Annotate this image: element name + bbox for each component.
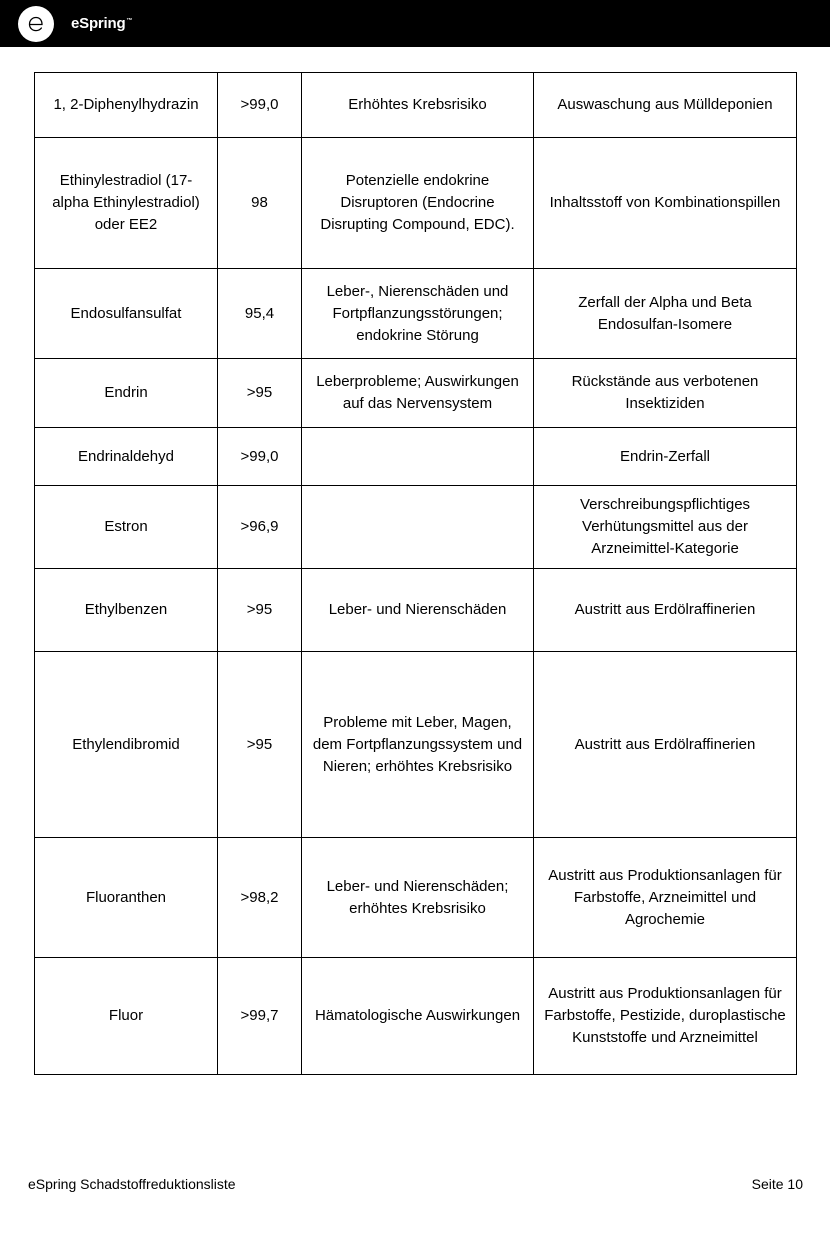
contaminant-source: Verschreibungspflichtiges Verhütungsmittel aus der Arzneimittel-Kategorie [534, 486, 797, 569]
health-effect: Potenzielle endokrine Disruptoren (Endocrine Disrupting Compound, EDC). [302, 138, 534, 269]
health-effect: Leber- und Nierenschäden; erhöhtes Krebsrisiko [302, 838, 534, 958]
reduction-value: >99,0 [218, 73, 302, 138]
contaminant-table [34, 72, 797, 1075]
table-row [35, 73, 797, 138]
contaminant-source: Zerfall der Alpha und Beta Endosulfan-Isomere [534, 269, 797, 359]
reduction-value: 95,4 [218, 269, 302, 359]
contaminant-name: Endrin [35, 359, 218, 428]
table-row [35, 652, 797, 838]
contaminant-name: Fluoranthen [35, 838, 218, 958]
health-effect: Probleme mit Leber, Magen, dem Fortpflanzungssystem und Nieren; erhöhtes Krebsrisiko [302, 652, 534, 838]
health-effect [302, 486, 534, 569]
reduction-value: >98,2 [218, 838, 302, 958]
contaminant-source: Rückstände aus verbotenen Insektiziden [534, 359, 797, 428]
footer-document-title: eSpring Schadstoffreduktionsliste [28, 1176, 236, 1192]
contaminant-name: Ethinylestradiol (17-alpha Ethinylestradiol) oder EE2 [35, 138, 218, 269]
contaminant-source: Auswaschung aus Mülldeponien [534, 73, 797, 138]
espring-logo [18, 6, 54, 42]
health-effect: Leberprobleme; Auswirkungen auf das Nervensystem [302, 359, 534, 428]
health-effect [302, 428, 534, 486]
reduction-value: >99,7 [218, 958, 302, 1075]
health-effect: Leber- und Nierenschäden [302, 569, 534, 652]
brand-name: eSpring™ [71, 15, 133, 32]
contaminant-name: Estron [35, 486, 218, 569]
table-row [35, 958, 797, 1075]
table-row [35, 428, 797, 486]
reduction-value: >99,0 [218, 428, 302, 486]
reduction-value: >95 [218, 359, 302, 428]
health-effect: Hämatologische Auswirkungen [302, 958, 534, 1075]
contaminant-name: Endosulfansulfat [35, 269, 218, 359]
table-row [35, 569, 797, 652]
table-row [35, 486, 797, 569]
contaminant-name: Ethylendibromid [35, 652, 218, 838]
contaminant-source: Austritt aus Produktionsanlagen für Farbstoffe, Arzneimittel und Agrochemie [534, 838, 797, 958]
header-bar [0, 0, 830, 47]
table-row [35, 138, 797, 269]
contaminant-name: 1, 2-Diphenylhydrazin [35, 73, 218, 138]
contaminant-name: Fluor [35, 958, 218, 1075]
contaminant-source: Endrin-Zerfall [534, 428, 797, 486]
logo-e-icon [24, 12, 48, 36]
health-effect: Leber-, Nierenschäden und Fortpflanzungsstörungen; endokrine Störung [302, 269, 534, 359]
reduction-value: 98 [218, 138, 302, 269]
reduction-value: >95 [218, 652, 302, 838]
contaminant-source: Austritt aus Erdölraffinerien [534, 569, 797, 652]
footer-page-number: Seite 10 [751, 1176, 803, 1192]
table-row [35, 269, 797, 359]
health-effect: Erhöhtes Krebsrisiko [302, 73, 534, 138]
reduction-value: >96,9 [218, 486, 302, 569]
contaminant-source: Inhaltsstoff von Kombinationspillen [534, 138, 797, 269]
contaminant-name: Endrinaldehyd [35, 428, 218, 486]
reduction-value: >95 [218, 569, 302, 652]
contaminant-source: Austritt aus Produktionsanlagen für Farbstoffe, Pestizide, duroplastische Kunststoffe und Arzneimittel [534, 958, 797, 1075]
table-row [35, 359, 797, 428]
table-row [35, 838, 797, 958]
contaminant-name: Ethylbenzen [35, 569, 218, 652]
contaminant-source: Austritt aus Erdölraffinerien [534, 652, 797, 838]
